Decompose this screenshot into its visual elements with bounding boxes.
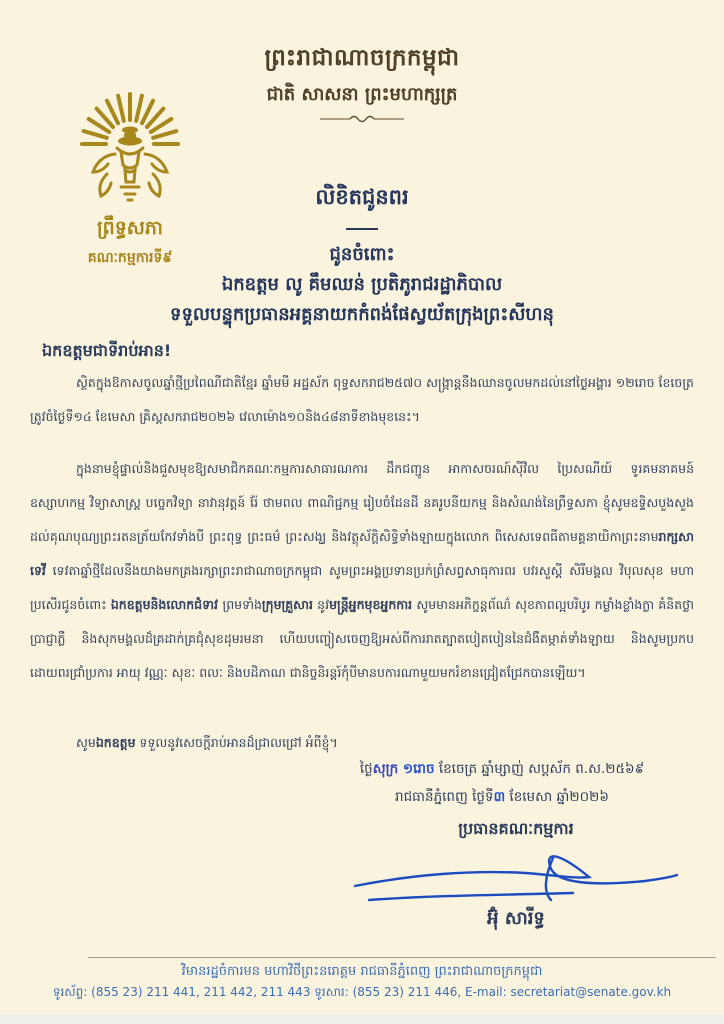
paragraph-2-bold-excellency: ឯកឧត្តមនិងលោកជំទាវ [110, 597, 223, 612]
paragraph-2-bold-deity: រាក្សសាទេវី [30, 529, 694, 578]
handwritten-day-name: សុក្រ [372, 761, 399, 777]
footer-divider [88, 957, 716, 958]
emblem-commission-label: គណៈកម្មការទី៩ [87, 250, 173, 266]
paragraph-2-bold-family: ក្រុមគ្រួសារ [261, 597, 314, 612]
date-line-lunar [300, 760, 704, 780]
letter-title: លិខិតជូនពរ [315, 185, 409, 209]
footer-contact: ទូរស័ព្ទ: (855 23) 211 441, 211 442, 211 443 ទូរសារ: (855 23) 211 446, E-mail: secretariat@senate.gov.kh [52, 985, 672, 999]
date-prefix: រាជធានីភ្នំពេញ ថ្ងៃទី [395, 789, 494, 805]
signer-title: ប្រធានគណៈកម្មការ [458, 819, 574, 838]
paragraph-2-text: នូវ [313, 597, 330, 612]
to-label: ជូនចំពោះ [329, 244, 395, 265]
date-rest: ខែចេត្រ ឆ្នាំម្សាញ់ សប្ដស័ក ព.ស.២៥៦៩ [434, 761, 645, 777]
paragraph-2 [30, 452, 694, 692]
scan-bottom-edge [0, 1014, 724, 1024]
national-motto: ជាតិ សាសនា ព្រះមហាក្សត្រ [266, 84, 458, 105]
footer-address: វិមានរដ្ឋចំការមន មហាវិថីព្រះនរោត្តម រាជធានីភ្នំពេញ ព្រះរាជាណាចក្រកម្ពុជា [181, 964, 543, 979]
paragraph-3-text: ទទួលនូវសេចក្ដីរាប់អានដ៏ជ្រាលជ្រៅ អំពីខ្ញុំ។ [135, 735, 338, 750]
emblem-institution-label: ព្រឹទ្ធសភា [97, 217, 163, 239]
recipient-line-1: ឯកឧត្តម លូ គឹមឈន់ ប្រតិភូរាជរដ្ឋាភិបាល [221, 274, 503, 295]
paragraph-2-text: សូមមានអភិក្ខន្តព័ណ៌ សុខភាពល្អបរិបូរ កម្លាំងខ្លាំងក្លា គំនិតថ្លាប្រាជ្ញាភ្លឺ និងសុកមង្គលដ៏គ្រដាក់គ្រជុំសុខដុមរមនា ហើយបញ្ចៀសចេញឱ្យអស់ពីការរាតត្បាតបៀតបៀននៃជំងឺតម្កាត់ទាំងឡាយ និងសូមប្រកបដោយពរជ្រាំប្រការ អាយុ វណ្ណៈ សុខៈ ពលៈ និងបដិភាណ ជានិច្ចនិរន្តរ៍កុំបីមានបការណាមួយមករំខានជ្រៀតជ្រែកបានឡើយ។ [30, 597, 694, 680]
salutation: ឯកឧត្តមជាទីរាប់អាន! [42, 341, 172, 360]
paragraph-2-bold-officials: មន្ត្រីអ្នកមុខអ្នកការ [329, 597, 413, 612]
paragraph-1: ស្ថិតក្នុងឱកាសចូលឆ្នាំថ្មីប្រពៃណីជាតិខ្មែរ ឆ្នាំមមី អដ្ឋស័ក ពុទ្ធសករាជ២៥៧០ សង្ក្រាន្តនឹងឈានចូលមកដល់នៅថ្ងៃអង្គារ ១២រោច ខែចេត្រ ត្រូវចំថ្ងៃទី១៤ ខែមេសា គ្រិស្ដសករាជ២០២៦ វេលាម៉ោង១០និង៤៨នាទីខាងមុខនេះ។ [30, 375, 694, 424]
handwritten-lunar-day: ១រោច [398, 761, 435, 777]
date-rest: ខែមេសា ឆ្នាំ២០២៦ [505, 789, 609, 805]
signature-icon [345, 844, 685, 910]
paragraph-2-text: ព្រមទាំង [222, 597, 262, 612]
paragraph-2-text: ទេវតាឆ្នាំថ្មីដែលនឹងយាងមកគ្រងរក្សាព្រះរាជាណាចក្រកម្ពុជា សូមព្រះអង្គប្រទានប្រក់ព្រំសព្វសាធុការពរ បវរសួស្ដី សិរីមង្គល វិបុលសុខ មហាប្រសើរជូនចំពោះ [30, 563, 694, 612]
date-line-gregorian [300, 788, 704, 808]
handwritten-day-number: ៣ [493, 789, 506, 805]
date-prefix: ថ្ងៃ [359, 761, 373, 777]
kingdom-title: ព្រះរាជាណាចក្រកម្ពុជា [264, 45, 460, 71]
paragraph-3-bold-excellency: ឯកឧត្តម [95, 735, 136, 750]
signer-name: អ៊ុំ សារីទ្ធ [487, 908, 545, 929]
paragraph-3 [30, 726, 694, 760]
recipient-line-2: ទទួលបន្ទុកប្រធានអគ្គនាយកកំពង់ផែស្វយ័តក្រុងព្រះសីហនុ [170, 304, 554, 325]
paragraph-2-text: ក្នុងនាមខ្ញុំផ្ទាល់និងជួសមុខឱ្យសមាជិកគណៈកម្មការសាធារណការ ដឹកជញ្ជូន អាកាសចរណ៍ស៊ីវិល ប្រៃសណីយ៍ ទូរគមនាគមន៍ ឧស្សាហកម្ម វិទ្យាសាស្ត្រ បច្ចេកវិទ្យា នាវានុវត្តន៍ រ៉ែ ថាមពល ពាណិជ្ជកម្ម រៀបចំដែនដី នគរូបនីយកម្ម និងសំណង់នៃព្រឹទ្ធសភា ខ្ញុំសូមឧទ្ទិសបួងសួងដល់គុណបុណ្យព្រះរតនត្រ័យកែវទាំងបី ព្រះពុទ្ធ ព្រះធម៌ ព្រះសង្ឃ និងវត្ថុស័ក្ដិសិទ្ធិទាំងឡាយក្នុងលោក ពិសេសទេពធីតាមគ្គនាយិកាព្រះនាម [30, 461, 694, 544]
title-divider [346, 228, 378, 230]
paragraph-3-text: សូម [76, 735, 96, 750]
